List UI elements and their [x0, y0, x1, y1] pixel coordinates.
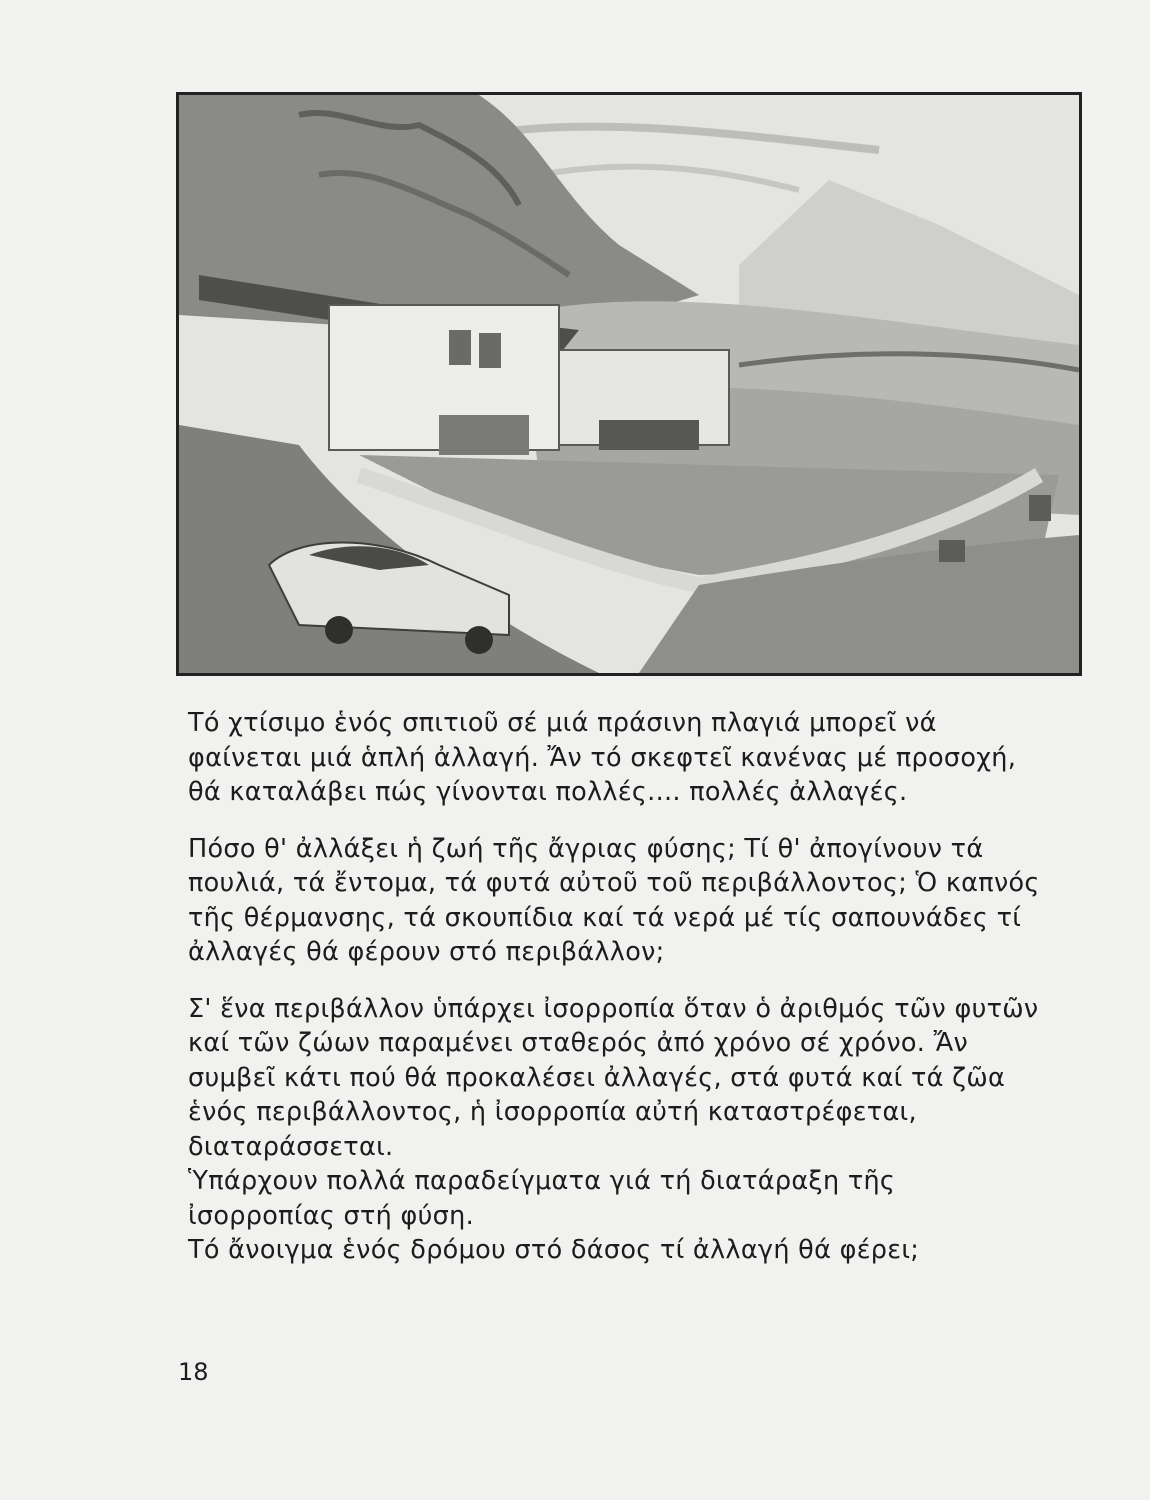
- paragraph-examples: Ὑπάρχουν πολλά παραδείγματα γιά τή διατάραξη τῆς ἰσορροπίας στή φύση.: [188, 1166, 896, 1231]
- paragraph-road-question: Τό ἄνοιγμα ἑνός δρόμου στό δάσος τί ἀλλαγή θά φέρει;: [188, 1235, 920, 1265]
- window: [479, 333, 501, 368]
- paragraph-house-building: Τό χτίσιμο ἑνός σπιτιοῦ σέ μιά πράσινη πλαγιά μπορεῖ νά φαίνεται μιά ἁπλή ἀλλαγή. Ἄν τό σκεφτεῖ κανένας μέ προσοχή, θά καταλάβει πώς γίνονται πολλές.... πολλές ἀλλαγές.: [188, 708, 1017, 807]
- page-number: 18: [178, 1358, 209, 1386]
- garage-door: [599, 420, 699, 450]
- lower-door: [439, 415, 529, 455]
- paragraph-wild-nature-questions: Πόσο θ' ἀλλάξει ἡ ζωή τῆς ἄγριας φύσης; Τί θ' ἀπογίνουν τά πουλιά, τά ἔντομα, τά φυτά αὐτοῦ τοῦ περιβάλλοντος; Ὁ καπνός τῆς θέρμανσης, τά σκουπίδια καί τά νερά μέ τίς σαπουνάδες τί ἀλλαγές θά φέρουν στό περιβάλλον;: [188, 833, 1040, 967]
- car-wheel: [325, 616, 353, 644]
- illustration-drawing: [179, 95, 1079, 673]
- tree-stump: [1029, 495, 1051, 521]
- tree-stump: [939, 540, 965, 562]
- paragraph-balance-definition: Σ' ἕνα περιβάλλον ὑπάρχει ἰσορροπία ὅταν ὁ ἀριθμός τῶν φυτῶν καί τῶν ζώων παραμένει σταθερός ἀπό χρόνο σέ χρόνο. Ἄν συμβεῖ κάτι πού θά προκαλέσει ἀλλαγές, στά φυτά καί τά ζῶα ἑνός περιβάλλοντος, ἡ ἰσορροπία αὐτή καταστρέφεται, διαταράσσεται.: [188, 993, 1039, 1162]
- illustration-house-hillside: [176, 92, 1082, 676]
- body-text: [188, 706, 1048, 1268]
- window: [449, 330, 471, 365]
- car-wheel: [465, 626, 493, 654]
